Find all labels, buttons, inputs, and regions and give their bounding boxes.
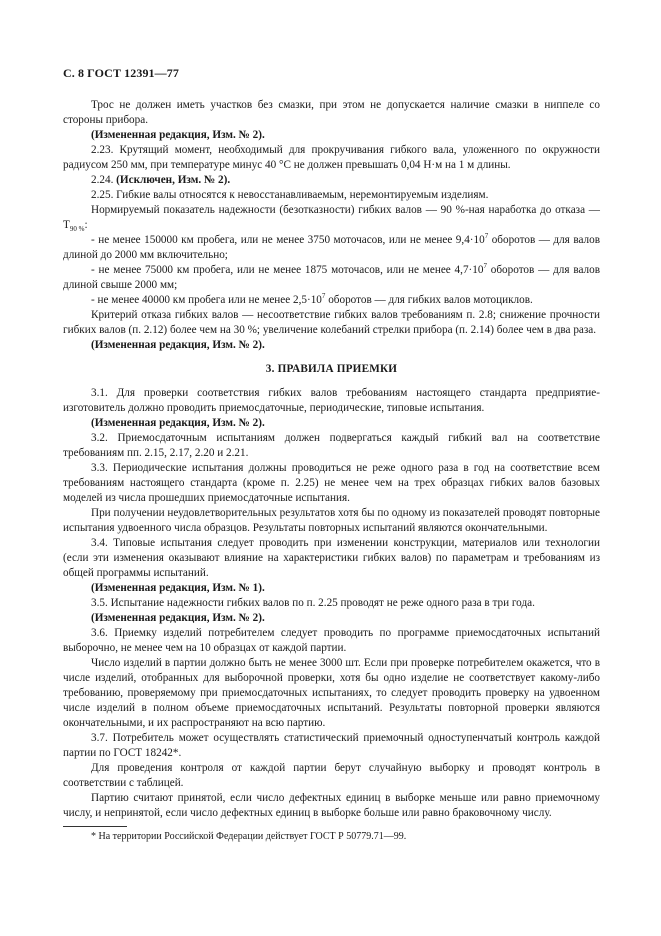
list-item-150000	[63, 233, 600, 263]
exponent: 7	[483, 262, 487, 270]
paragraph-reliability-indicator	[63, 203, 600, 233]
paragraph-3-7-sampling: Для проведения контроля от каждой партии берут случайную выборку и проводят контроль в соответствии с таблицей.	[63, 762, 600, 789]
paragraph-3-1: 3.1. Для проверки соответствия гибких валов требованиям настоящего стандарта предприятие-изготовитель должно проводить приемосдаточные, периодические, типовые испытания.	[63, 387, 600, 414]
paragraph-failure-criterion: Критерий отказа гибких валов — несоответствие гибких валов требованиям п. 2.8; снижение прочности гибких валов (п. 2.12) более чем на 30 %; увеличение колебаний стрелки прибора (п. 2.14) более чем в два раза.	[63, 309, 600, 336]
exponent: 7	[321, 292, 326, 300]
amendment-note: (Измененная редакция, Изм. № 2).	[91, 129, 265, 141]
paragraph-3-6-batch: Число изделий в партии должно быть не менее 3000 шт. Если при проверке потребителем окажется, что в числе изделий, отобранных для выборочной проверки, хотя бы одно изделие не соответствует какому-либо требованию, проверяемому при приемосдаточных испытаниях, то следует проводить проверку на удвоенном числе изделий в полном объеме приемосдаточных испытаний. Результаты повторной проверки являются окончательными, и их распространяют на всю партию.	[63, 657, 600, 729]
paragraph-2-23: 2.23. Крутящий момент, необходимый для прокручивания гибкого вала, уложенного по окружности радиусом 250 мм, при температуре минус 40 °С не должен превышать 0,04 Н·м на 1 м длины.	[63, 144, 600, 171]
paragraph-2-24	[63, 173, 600, 188]
list-item-75000	[63, 263, 600, 293]
paragraph-rope-lubrication: Трос не должен иметь участков без смазки, при этом не допускается наличие смазки в ниппеле со стороны прибора.	[63, 99, 600, 126]
document-body	[63, 98, 600, 821]
paragraph-2-25: 2.25. Гибкие валы относятся к невосстанавливаемым, неремонтируемым изделиям.	[91, 189, 489, 201]
text-run: - не менее 150000 км пробега, или не менее 3750 моточасов, или не менее 9,4·10	[91, 234, 485, 246]
section-heading-3: 3. ПРАВИЛА ПРИЕМКИ	[265, 363, 398, 375]
paragraph-3-6: 3.6. Приемку изделий потребителем следует проводить по программе приемосдаточных испытаний выборочно, не менее чем на 10 образцах от каждой партии.	[63, 627, 600, 654]
paragraph-3-5: 3.5. Испытание надежности гибких валов по п. 2.25 проводят не реже одного раза в три года.	[91, 597, 535, 609]
paragraph-3-3-repeat-tests: При получении неудовлетворительных результатов хотя бы по одному из показателей проводят повторные испытания удвоенного числа образцов. Результаты повторных испытаний являются окончательными.	[63, 507, 600, 534]
footnote-divider	[63, 826, 127, 827]
subscript: 90 %	[69, 225, 85, 233]
text-run: оборотов — для гибких валов мотоциклов.	[325, 294, 533, 306]
amendment-note: (Измененная редакция, Изм. № 2).	[91, 612, 265, 624]
paragraph-3-7: 3.7. Потребитель может осуществлять статистический приемочный одноступенчатый контроль каждой партии по ГОСТ 18242*.	[63, 732, 600, 759]
amendment-note: (Измененная редакция, Изм. № 2).	[91, 339, 265, 351]
text-run: :	[84, 219, 88, 231]
text-run: - не менее 40000 км пробега или не менее 2,5·10	[91, 294, 322, 306]
text-run: Нормируемый показатель надежности (безотказности) гибких валов — 90 %-ная наработка до отказа — Т	[63, 204, 600, 231]
clause-number: 2.24.	[91, 174, 114, 186]
footnote: * На территории Российской Федерации действует ГОСТ Р 50779.71—99.	[91, 831, 407, 842]
text-run: - не менее 75000 км пробега, или не менее 1875 моточасов, или не менее 4,7·10	[91, 264, 484, 276]
amendment-note: (Измененная редакция, Изм. № 1).	[91, 582, 265, 594]
page-header: С. 8 ГОСТ 12391—77	[63, 66, 179, 80]
amendment-note: (Исключен, Изм. № 2).	[116, 174, 231, 186]
paragraph-3-3: 3.3. Периодические испытания должны проводиться не реже одного раза в год на соответствие всем требованиям настоящего стандарта (кроме п. 2.25) не менее чем на трех образцах гибких валов базовых моделей из числа прошедших приемосдаточные испытания.	[63, 462, 600, 504]
exponent: 7	[484, 232, 489, 240]
list-item-40000	[63, 293, 600, 308]
paragraph-3-7-acceptance: Партию считают принятой, если число дефектных единиц в выборке меньше или равно приемочному числу, и непринятой, если число дефектных единиц в выборке больше или равно браковочному числу.	[63, 792, 600, 819]
amendment-note: (Измененная редакция, Изм. № 2).	[91, 417, 265, 429]
text-run: оборотов — для валов длиной до 2000 мм включительно;	[63, 234, 600, 261]
paragraph-3-4: 3.4. Типовые испытания следует проводить при изменении конструкции, материалов или технологии (если эти изменения оказывают влияние на характеристики гибких валов) по параметрам и требованиям из общей программы испытаний.	[63, 537, 600, 579]
paragraph-3-2: 3.2. Приемосдаточным испытаниям должен подвергаться каждый гибкий вал на соответствие требованиям пп. 2.15, 2.17, 2.20 и 2.21.	[63, 432, 600, 459]
text-run: оборотов — для валов длиной свыше 2000 мм;	[63, 264, 600, 291]
